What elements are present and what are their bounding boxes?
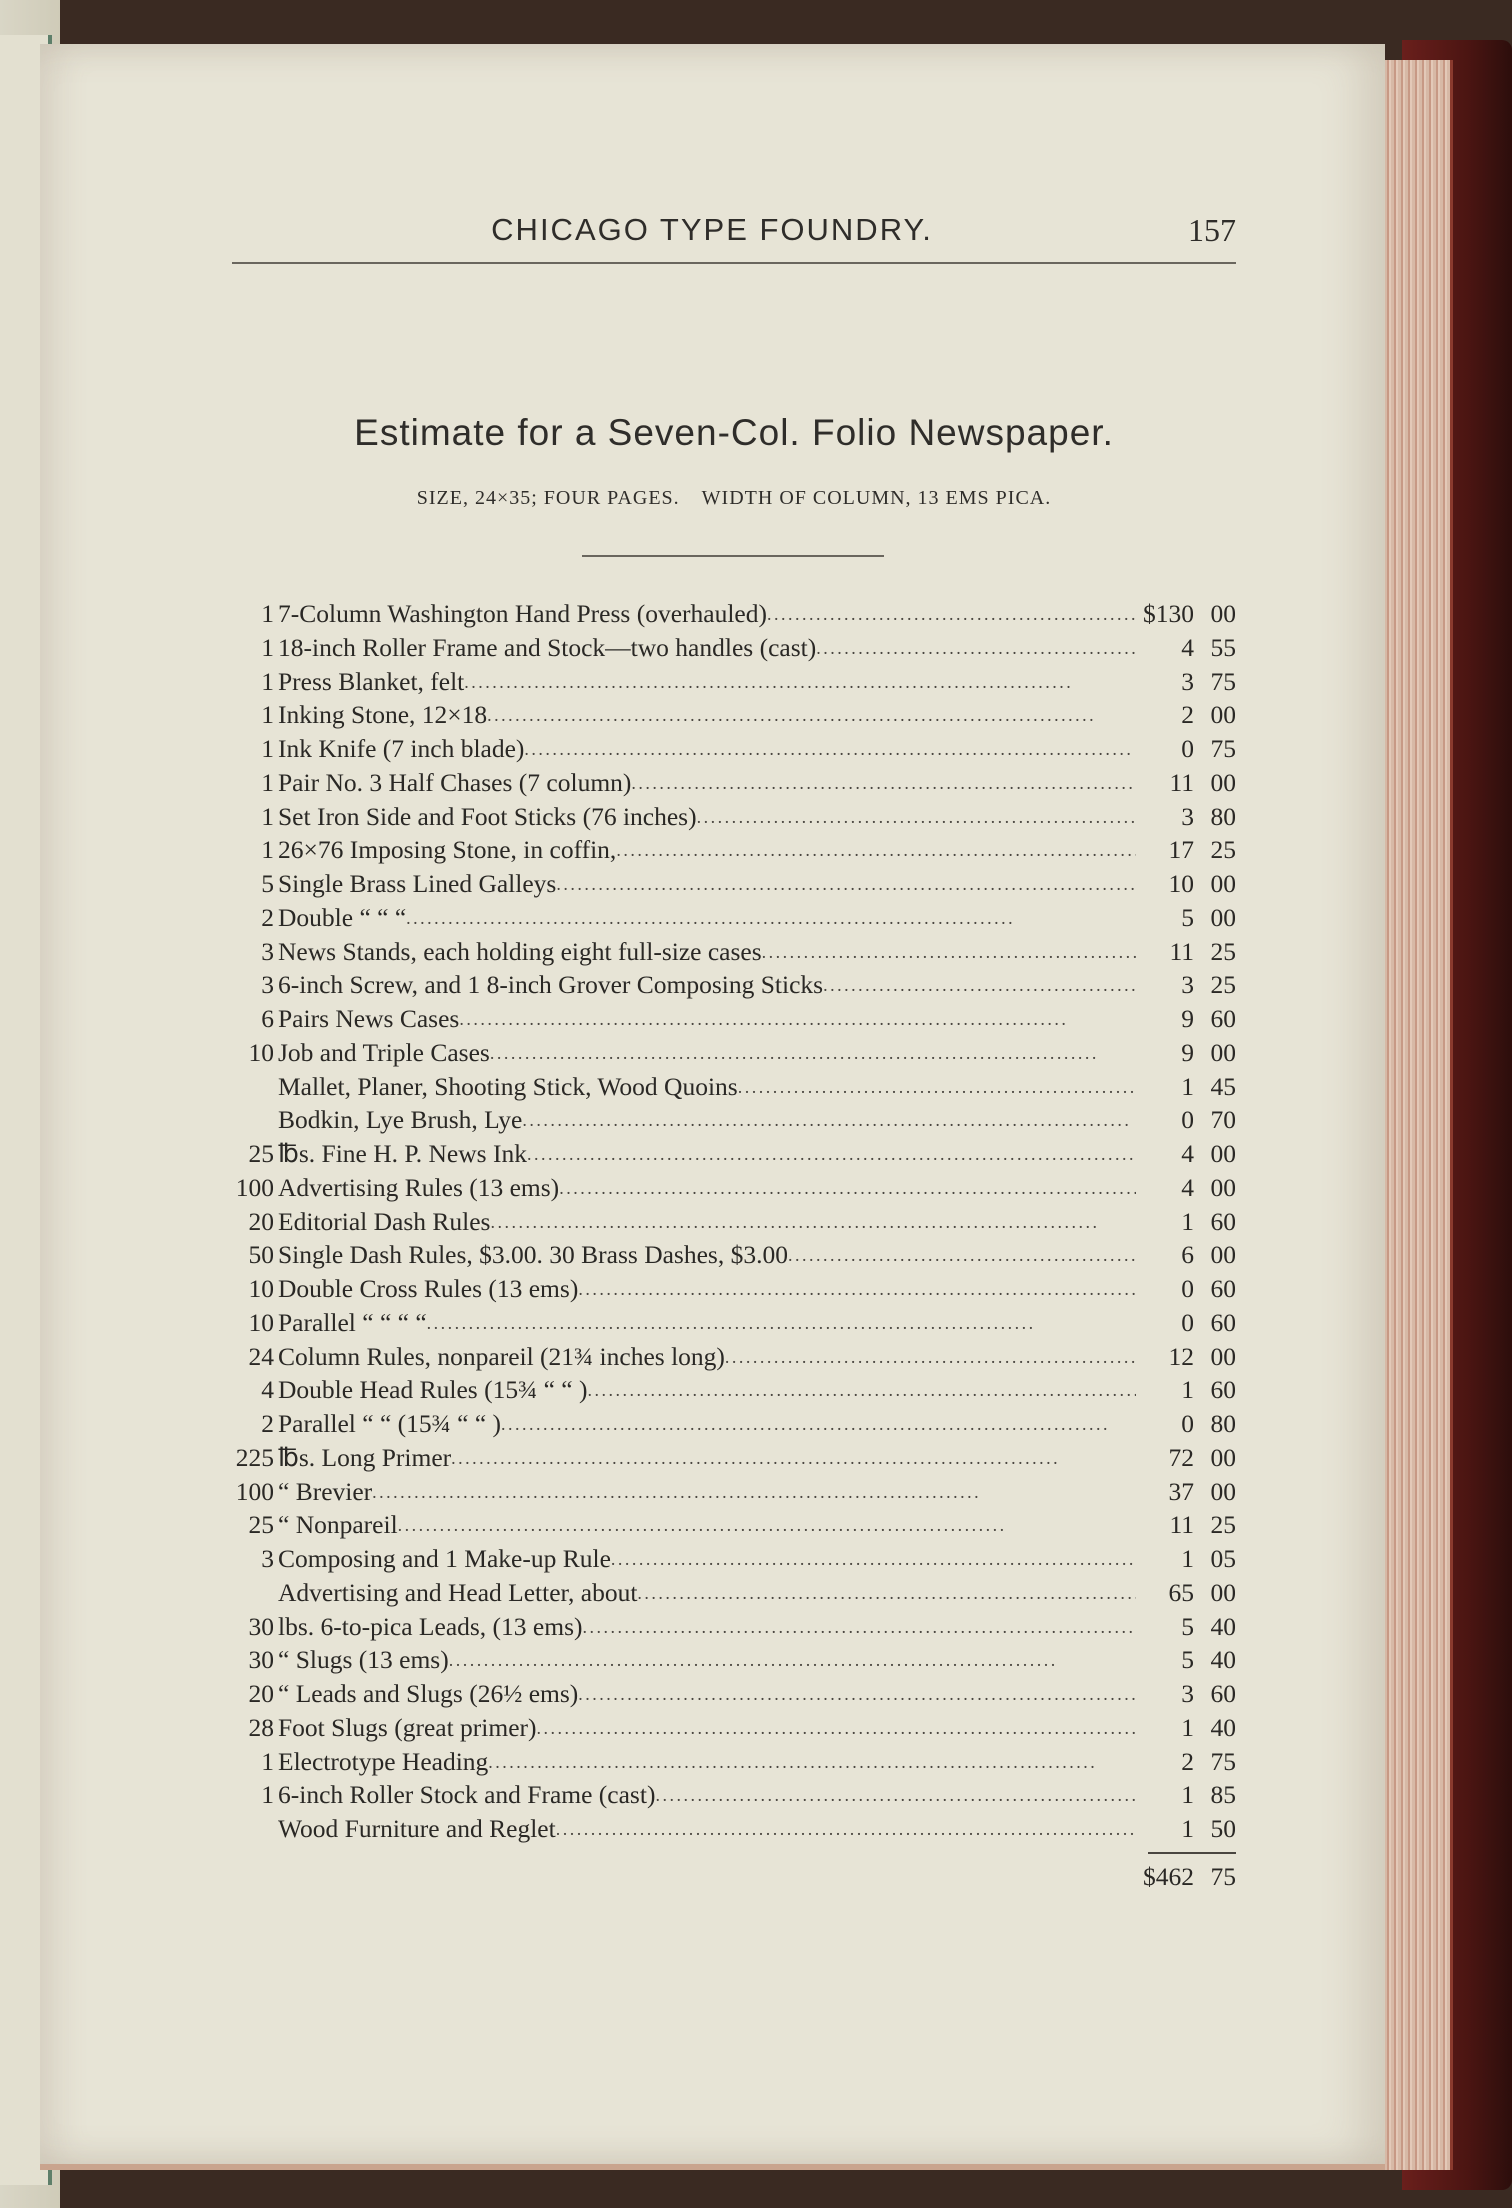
item-description: Advertising Rules (13 ems)	[278, 1172, 560, 1202]
list-item	[230, 1240, 1236, 1274]
item-description: Pair No. 3 Half Chases (7 column)	[278, 767, 632, 797]
item-quantity: 50	[248, 1240, 274, 1270]
item-description: Single Dash Rules, $3.00. 30 Brass Dashes, $3.00	[278, 1240, 788, 1270]
item-cents: 80	[1210, 801, 1236, 831]
item-dollars: 0	[1181, 734, 1194, 763]
item-cents: 40	[1210, 1611, 1236, 1641]
item-description: Double Cross Rules (13 ems)	[278, 1274, 579, 1303]
item-cents: 25	[1210, 936, 1236, 966]
item-quantity: 1	[261, 700, 274, 730]
item-cents: 05	[1210, 1544, 1236, 1573]
item-quantity: 10	[248, 1037, 274, 1067]
item-description: 6-inch Screw, and 1 8-inch Grover Composing Sticks	[278, 970, 824, 1000]
item-cents: 25	[1210, 970, 1236, 1000]
item-description: Bodkin, Lye Brush, Lye	[278, 1105, 523, 1135]
list-item	[230, 1544, 1236, 1578]
dot-leader	[816, 631, 1136, 657]
list-item	[230, 1814, 1236, 1848]
item-dollars: 5	[1181, 1611, 1194, 1641]
item-cents: 25	[1210, 835, 1236, 865]
item-description: ℔s. Long Primer	[278, 1442, 452, 1472]
dot-leader	[788, 1238, 1136, 1264]
item-description: “ Leads and Slugs (26½ ems)	[278, 1679, 579, 1708]
item-description: Wood Furniture and Reglet	[278, 1814, 556, 1843]
list-item	[230, 1342, 1236, 1376]
item-cents: 60	[1210, 1004, 1236, 1033]
item-quantity: 1	[261, 632, 274, 662]
subtitle-size: SIZE, 24×35; FOUR PAGES.	[416, 487, 680, 509]
dot-leader	[372, 1475, 1136, 1501]
item-quantity: 24	[248, 1341, 274, 1371]
item-description: Single Brass Lined Galleys	[278, 869, 557, 898]
page-title: Estimate for a Seven-Col. Folio Newspaper.	[354, 412, 1114, 453]
list-item	[230, 1274, 1236, 1308]
item-description: Inking Stone, 12×18	[278, 700, 488, 730]
item-dollars: 3	[1181, 970, 1194, 1000]
list-item	[230, 1105, 1236, 1139]
item-dollars: 1	[1181, 1544, 1194, 1573]
item-quantity: 3	[261, 1544, 274, 1573]
dot-leader	[611, 1542, 1136, 1568]
list-item	[230, 1409, 1236, 1443]
list-item	[230, 1173, 1236, 1207]
dot-leader	[616, 833, 1136, 859]
list-item	[230, 633, 1236, 667]
item-description: Job and Triple Cases	[278, 1037, 490, 1067]
item-description: 6-inch Roller Stock and Frame (cast)	[278, 1780, 656, 1810]
item-description: Parallel “ “ (15¾ “ “ )	[278, 1409, 502, 1438]
item-dollars: 9	[1181, 1037, 1194, 1067]
list-item	[230, 1747, 1236, 1781]
item-dollars: 4	[1181, 1139, 1194, 1168]
item-dollars: 11	[1169, 936, 1194, 966]
item-description: 7-Column Washington Hand Press (overhauled)	[278, 599, 767, 628]
item-quantity: 20	[248, 1679, 274, 1708]
item-description: Pairs News Cases	[278, 1004, 460, 1033]
list-item	[230, 667, 1236, 701]
item-description: Foot Slugs (great primer)	[278, 1712, 537, 1742]
item-description: Double Head Rules (15¾ “ “ )	[278, 1375, 588, 1405]
item-dollars: 0	[1181, 1307, 1194, 1337]
item-quantity: 5	[261, 869, 274, 898]
list-item	[230, 1679, 1236, 1713]
dot-leader	[823, 968, 1136, 994]
subtitle-width: WIDTH OF COLUMN, 13 EMS PICA.	[701, 487, 1052, 509]
item-dollars: 3	[1181, 1679, 1194, 1708]
item-description: Advertising and Head Letter, about	[278, 1577, 638, 1607]
item-quantity: 2	[261, 902, 274, 932]
dot-leader	[464, 665, 1136, 691]
item-quantity: 25	[248, 1139, 274, 1168]
list-item	[230, 1443, 1236, 1477]
dot-leader	[725, 1340, 1136, 1366]
dot-leader	[490, 1036, 1136, 1062]
item-dollars: 3	[1181, 666, 1194, 696]
book-page	[40, 44, 1385, 2170]
dot-leader	[524, 732, 1136, 758]
list-item	[230, 1713, 1236, 1747]
item-dollars: 11	[1169, 1510, 1194, 1540]
item-quantity: 4	[261, 1375, 274, 1405]
dot-leader	[459, 1002, 1136, 1028]
item-cents: 40	[1210, 1712, 1236, 1742]
item-dollars: 0	[1181, 1274, 1194, 1303]
item-description: Parallel “ “ “ “	[278, 1307, 427, 1337]
item-description: lbs. 6-to-pica Leads, (13 ems)	[278, 1611, 583, 1641]
item-cents: 00	[1210, 700, 1236, 730]
item-description: “ Slugs (13 ems)	[278, 1645, 449, 1675]
item-cents: 75	[1210, 666, 1236, 696]
estimate-list	[230, 599, 1236, 1848]
dot-leader	[631, 766, 1136, 792]
item-cents: 00	[1210, 767, 1236, 797]
dot-leader	[578, 1272, 1136, 1298]
item-description: Composing and 1 Make-up Rule	[278, 1544, 611, 1573]
item-quantity: 30	[248, 1645, 274, 1675]
item-cents: 00	[1210, 1341, 1236, 1371]
item-quantity: 3	[261, 936, 274, 966]
item-dollars: 4	[1181, 1172, 1194, 1202]
dot-leader	[427, 1306, 1136, 1332]
dot-leader	[449, 1643, 1136, 1669]
item-cents: 55	[1210, 632, 1236, 662]
item-dollars: 5	[1181, 1645, 1194, 1675]
item-description: Electrotype Heading	[278, 1746, 489, 1776]
item-cents: 60	[1210, 1679, 1236, 1708]
dot-leader	[697, 800, 1136, 826]
total-row	[1136, 1862, 1236, 1892]
list-item	[230, 1510, 1236, 1544]
item-dollars: 1	[1181, 1206, 1194, 1236]
item-quantity: 20	[248, 1206, 274, 1236]
dot-leader	[501, 1407, 1136, 1433]
running-head	[232, 212, 1236, 264]
item-quantity: 1	[261, 666, 274, 696]
dot-leader	[527, 1137, 1136, 1163]
list-item	[230, 1004, 1236, 1038]
item-cents: 00	[1210, 1442, 1236, 1472]
item-cents: 80	[1210, 1409, 1236, 1438]
list-item	[230, 1375, 1236, 1409]
list-item	[230, 599, 1236, 633]
item-dollars: 1	[1181, 1712, 1194, 1742]
dot-leader	[406, 901, 1136, 927]
dot-leader	[537, 1711, 1137, 1737]
list-item	[230, 1780, 1236, 1814]
total-dollars: $462	[1143, 1862, 1194, 1891]
title-divider	[582, 555, 884, 557]
list-item	[230, 970, 1236, 1004]
item-quantity: 1	[261, 835, 274, 865]
list-item	[230, 1477, 1236, 1511]
list-item	[230, 1645, 1236, 1679]
item-dollars: 72	[1168, 1442, 1194, 1472]
item-dollars: 1	[1181, 1071, 1194, 1101]
item-quantity: 6	[261, 1004, 274, 1033]
dot-leader	[522, 1103, 1136, 1129]
item-dollars: 37	[1168, 1476, 1194, 1506]
item-dollars: 1	[1181, 1780, 1194, 1810]
item-description: Mallet, Planer, Shooting Stick, Wood Quoins	[278, 1071, 738, 1101]
dot-leader	[490, 1205, 1136, 1231]
item-dollars: 9	[1181, 1004, 1194, 1033]
list-item	[230, 700, 1236, 734]
item-dollars: 10	[1168, 869, 1194, 898]
item-dollars: 2	[1181, 700, 1194, 730]
item-quantity: 1	[261, 767, 274, 797]
item-description: Double “ “ “	[278, 902, 407, 932]
item-description: 26×76 Imposing Stone, in coffin,	[278, 835, 617, 865]
total-rule	[1148, 1852, 1236, 1854]
item-cents: 00	[1210, 1037, 1236, 1067]
item-dollars: 11	[1169, 767, 1194, 797]
list-item	[230, 1139, 1236, 1173]
dot-leader	[559, 1171, 1136, 1197]
item-quantity: 100	[235, 1476, 274, 1506]
item-quantity: 10	[248, 1307, 274, 1337]
item-cents: 00	[1210, 869, 1236, 898]
dot-leader	[762, 935, 1136, 961]
item-quantity: 3	[261, 970, 274, 1000]
list-item	[230, 1072, 1236, 1106]
page-number: 157	[1188, 212, 1236, 248]
dot-leader	[487, 698, 1136, 724]
list-item	[230, 1308, 1236, 1342]
item-cents: 60	[1210, 1375, 1236, 1405]
item-cents: 85	[1210, 1780, 1236, 1810]
item-dollars: 4	[1181, 632, 1194, 662]
item-cents: 00	[1210, 599, 1236, 628]
item-description: News Stands, each holding eight full-size cases	[278, 936, 762, 966]
item-cents: 00	[1210, 1577, 1236, 1607]
item-cents: 00	[1210, 1172, 1236, 1202]
item-description: “ Nonpareil	[278, 1510, 398, 1540]
item-description: “ Brevier	[278, 1476, 373, 1506]
dot-leader	[767, 597, 1136, 623]
item-dollars: 5	[1181, 902, 1194, 932]
list-item	[230, 1207, 1236, 1241]
item-dollars: 1	[1181, 1814, 1194, 1843]
list-item	[230, 802, 1236, 836]
foundry-title: CHICAGO TYPE FOUNDRY.	[491, 212, 933, 247]
list-item	[230, 835, 1236, 869]
dot-leader	[637, 1576, 1136, 1602]
list-item	[230, 1578, 1236, 1612]
item-cents: 60	[1210, 1307, 1236, 1337]
dot-leader	[655, 1778, 1136, 1804]
list-item	[230, 937, 1236, 971]
item-cents: 75	[1210, 734, 1236, 763]
item-cents: 75	[1210, 1746, 1236, 1776]
item-cents: 60	[1210, 1274, 1236, 1303]
item-dollars: 1	[1181, 1375, 1194, 1405]
item-dollars: $130	[1143, 599, 1194, 628]
item-quantity: 10	[248, 1274, 274, 1303]
item-quantity: 1	[261, 734, 274, 763]
item-cents: 60	[1210, 1206, 1236, 1236]
item-description: Set Iron Side and Foot Sticks (76 inches)	[278, 801, 697, 831]
item-quantity: 2	[261, 1409, 274, 1438]
total-cents: 75	[1210, 1862, 1236, 1891]
item-quantity: 1	[261, 801, 274, 831]
dot-leader	[488, 1745, 1136, 1771]
item-quantity: 30	[248, 1611, 274, 1641]
item-dollars: 17	[1168, 835, 1194, 865]
dot-leader	[583, 1610, 1137, 1636]
item-quantity: 1	[261, 1780, 274, 1810]
item-quantity: 1	[261, 1746, 274, 1776]
item-cents: 00	[1210, 1476, 1236, 1506]
item-quantity: 1	[261, 599, 274, 628]
dot-leader	[556, 1812, 1136, 1838]
dot-leader	[451, 1441, 1136, 1467]
item-dollars: 65	[1168, 1577, 1194, 1607]
list-item	[230, 768, 1236, 802]
item-dollars: 3	[1181, 801, 1194, 831]
item-description: Column Rules, nonpareil (21¾ inches long)	[278, 1341, 725, 1371]
dot-leader	[556, 867, 1136, 893]
dot-leader	[587, 1373, 1136, 1399]
item-dollars: 0	[1181, 1105, 1194, 1135]
item-cents: 40	[1210, 1645, 1236, 1675]
item-description: 18-inch Roller Frame and Stock—two handles (cast)	[278, 632, 817, 662]
list-item	[230, 903, 1236, 937]
list-item	[230, 869, 1236, 903]
item-cents: 45	[1210, 1071, 1236, 1101]
item-description: Ink Knife (7 inch blade)	[278, 734, 525, 763]
item-quantity: 100	[235, 1172, 274, 1202]
list-item	[230, 1612, 1236, 1646]
item-cents: 25	[1210, 1510, 1236, 1540]
item-quantity: 25	[248, 1510, 274, 1540]
dot-leader	[578, 1677, 1136, 1703]
item-cents: 00	[1210, 1139, 1236, 1168]
dot-leader	[738, 1070, 1136, 1096]
item-dollars: 0	[1181, 1409, 1194, 1438]
item-quantity: 225	[235, 1442, 274, 1472]
list-item	[230, 1038, 1236, 1072]
item-cents: 00	[1210, 902, 1236, 932]
item-description: Editorial Dash Rules	[278, 1206, 491, 1236]
item-dollars: 12	[1168, 1341, 1194, 1371]
item-description: ℔s. Fine H. P. News Ink	[278, 1139, 527, 1168]
subtitle	[232, 487, 1236, 510]
list-item	[230, 734, 1236, 768]
item-dollars: 2	[1181, 1746, 1194, 1776]
item-dollars: 6	[1181, 1240, 1194, 1270]
dot-leader	[398, 1508, 1136, 1534]
item-cents: 00	[1210, 1240, 1236, 1270]
item-quantity: 28	[248, 1712, 274, 1742]
item-description: Press Blanket, felt	[278, 666, 465, 696]
item-cents: 70	[1210, 1105, 1236, 1135]
item-cents: 50	[1210, 1814, 1236, 1843]
